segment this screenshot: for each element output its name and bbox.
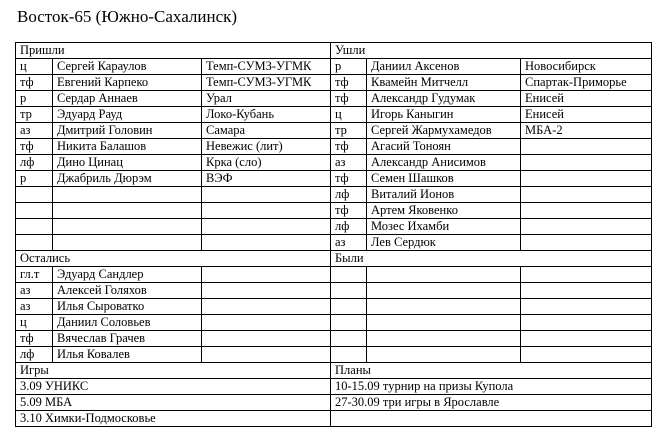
table-row xyxy=(16,187,652,203)
empty-cell xyxy=(202,203,331,219)
section-header-row xyxy=(16,363,652,379)
empty-cell xyxy=(367,315,521,331)
left-to-club xyxy=(521,171,652,187)
stayed-position: аз xyxy=(16,283,53,299)
empty-cell xyxy=(521,315,652,331)
table-row xyxy=(16,75,652,91)
empty-cell xyxy=(53,219,202,235)
section-header-row xyxy=(16,43,652,59)
stayed-position: ц xyxy=(16,315,53,331)
left-position: аз xyxy=(331,155,367,171)
plan-item: 27-30.09 три игры в Ярославле xyxy=(331,395,652,411)
empty-cell xyxy=(521,299,652,315)
empty-cell xyxy=(16,203,53,219)
empty-cell xyxy=(367,283,521,299)
empty-cell xyxy=(331,315,367,331)
arrived-header: Пришли xyxy=(16,43,331,59)
left-header: Ушли xyxy=(331,43,652,59)
empty-cell xyxy=(202,267,331,283)
empty-cell xyxy=(331,331,367,347)
table-row xyxy=(16,395,652,411)
arrived-player-name: Никита Балашов xyxy=(53,139,202,155)
arrived-from-club: Невежис (лит) xyxy=(202,139,331,155)
table-row xyxy=(16,267,652,283)
arrived-player-name: Джабриль Дюрэм xyxy=(53,171,202,187)
left-player-name: Артем Яковенко xyxy=(367,203,521,219)
table-row xyxy=(16,315,652,331)
left-player-name: Даниил Аксенов xyxy=(367,59,521,75)
stayed-header: Остались xyxy=(16,251,331,267)
table-row xyxy=(16,331,652,347)
left-position: тф xyxy=(331,139,367,155)
arrived-position: тф xyxy=(16,139,53,155)
left-position: р xyxy=(331,59,367,75)
roster-table xyxy=(15,42,652,427)
left-player-name: Сергей Жармухамедов xyxy=(367,123,521,139)
left-position: тф xyxy=(331,171,367,187)
left-to-club xyxy=(521,155,652,171)
empty-cell xyxy=(53,187,202,203)
page-title: Восток-65 (Южно-Сахалинск) xyxy=(17,7,238,26)
table-row xyxy=(16,203,652,219)
left-to-club xyxy=(521,139,652,155)
empty-cell xyxy=(331,299,367,315)
table-row xyxy=(16,283,652,299)
arrived-position: р xyxy=(16,171,53,187)
empty-cell xyxy=(331,347,367,363)
table-row xyxy=(16,347,652,363)
empty-cell xyxy=(202,283,331,299)
game-item: 3.09 УНИКС xyxy=(16,379,331,395)
table-row xyxy=(16,59,652,75)
left-to-club xyxy=(521,235,652,251)
table-row xyxy=(16,91,652,107)
table-row xyxy=(16,379,652,395)
empty-cell xyxy=(202,315,331,331)
table-row xyxy=(16,299,652,315)
left-player-name: Мозес Ихамби xyxy=(367,219,521,235)
arrived-from-club: ВЭФ xyxy=(202,171,331,187)
were-header: Были xyxy=(331,251,652,267)
left-player-name: Александр Гудумак xyxy=(367,91,521,107)
stayed-player-name: Вячеслав Грачев xyxy=(53,331,202,347)
games-header: Игры xyxy=(16,363,331,379)
stayed-player-name: Илья Сыроватко xyxy=(53,299,202,315)
table-row xyxy=(16,155,652,171)
stayed-position: лф xyxy=(16,347,53,363)
table-row xyxy=(16,235,652,251)
empty-cell xyxy=(367,299,521,315)
empty-cell xyxy=(16,235,53,251)
empty-cell xyxy=(53,203,202,219)
plans-header: Планы xyxy=(331,363,652,379)
left-to-club: Енисей xyxy=(521,107,652,123)
empty-cell xyxy=(521,267,652,283)
arrived-from-club: Темп-СУМЗ-УГМК xyxy=(202,75,331,91)
arrived-player-name: Дмитрий Головин xyxy=(53,123,202,139)
section-header-row xyxy=(16,251,652,267)
table-row xyxy=(16,107,652,123)
empty-cell xyxy=(16,187,53,203)
left-player-name: Виталий Ионов xyxy=(367,187,521,203)
empty-cell xyxy=(367,331,521,347)
empty-cell xyxy=(202,235,331,251)
left-to-club xyxy=(521,203,652,219)
left-to-club xyxy=(521,219,652,235)
arrived-player-name: Эдуард Рауд xyxy=(53,107,202,123)
arrived-position: тф xyxy=(16,75,53,91)
empty-cell xyxy=(331,411,652,427)
arrived-position: р xyxy=(16,91,53,107)
empty-cell xyxy=(521,331,652,347)
stayed-position: аз xyxy=(16,299,53,315)
stayed-player-name: Алексей Голяхов xyxy=(53,283,202,299)
arrived-position: ц xyxy=(16,59,53,75)
empty-cell xyxy=(367,347,521,363)
left-player-name: Агасий Тоноян xyxy=(367,139,521,155)
left-player-name: Александр Анисимов xyxy=(367,155,521,171)
left-position: тф xyxy=(331,203,367,219)
left-player-name: Лев Сердюк xyxy=(367,235,521,251)
stayed-player-name: Даниил Соловьев xyxy=(53,315,202,331)
empty-cell xyxy=(521,283,652,299)
empty-cell xyxy=(521,347,652,363)
game-item: 3.10 Химки-Подмосковье xyxy=(16,411,331,427)
stayed-player-name: Илья Ковалев xyxy=(53,347,202,363)
left-position: ц xyxy=(331,107,367,123)
left-position: тр xyxy=(331,123,367,139)
left-to-club xyxy=(521,187,652,203)
arrived-from-club: Крка (сло) xyxy=(202,155,331,171)
left-to-club: Новосибирск xyxy=(521,59,652,75)
stayed-position: тф xyxy=(16,331,53,347)
empty-cell xyxy=(202,187,331,203)
empty-cell xyxy=(202,331,331,347)
arrived-from-club: Локо-Кубань xyxy=(202,107,331,123)
empty-cell xyxy=(16,219,53,235)
arrived-player-name: Евгений Карпеко xyxy=(53,75,202,91)
stayed-position: гл.т xyxy=(16,267,53,283)
left-position: лф xyxy=(331,219,367,235)
table-row xyxy=(16,139,652,155)
left-to-club: Енисей xyxy=(521,91,652,107)
empty-cell xyxy=(331,283,367,299)
empty-cell xyxy=(367,267,521,283)
empty-cell xyxy=(202,219,331,235)
arrived-position: лф xyxy=(16,155,53,171)
empty-cell xyxy=(331,267,367,283)
table-row xyxy=(16,411,652,427)
arrived-from-club: Темп-СУМЗ-УГМК xyxy=(202,59,331,75)
left-player-name: Квамейн Митчелл xyxy=(367,75,521,91)
left-to-club: МБА-2 xyxy=(521,123,652,139)
left-position: аз xyxy=(331,235,367,251)
left-player-name: Семен Шашков xyxy=(367,171,521,187)
arrived-player-name: Сердар Аннаев xyxy=(53,91,202,107)
empty-cell xyxy=(202,299,331,315)
table-row xyxy=(16,171,652,187)
stayed-player-name: Эдуард Сандлер xyxy=(53,267,202,283)
table-row xyxy=(16,219,652,235)
arrived-player-name: Дино Цинац xyxy=(53,155,202,171)
arrived-position: аз xyxy=(16,123,53,139)
left-to-club: Спартак-Приморье xyxy=(521,75,652,91)
left-position: тф xyxy=(331,91,367,107)
empty-cell xyxy=(53,235,202,251)
plan-item: 10-15.09 турнир на призы Купола xyxy=(331,379,652,395)
left-position: лф xyxy=(331,187,367,203)
left-position: тф xyxy=(331,75,367,91)
table-row xyxy=(16,123,652,139)
arrived-from-club: Самара xyxy=(202,123,331,139)
game-item: 5.09 МБА xyxy=(16,395,331,411)
arrived-from-club: Урал xyxy=(202,91,331,107)
left-player-name: Игорь Каныгин xyxy=(367,107,521,123)
empty-cell xyxy=(202,347,331,363)
arrived-position: тр xyxy=(16,107,53,123)
arrived-player-name: Сергей Караулов xyxy=(53,59,202,75)
